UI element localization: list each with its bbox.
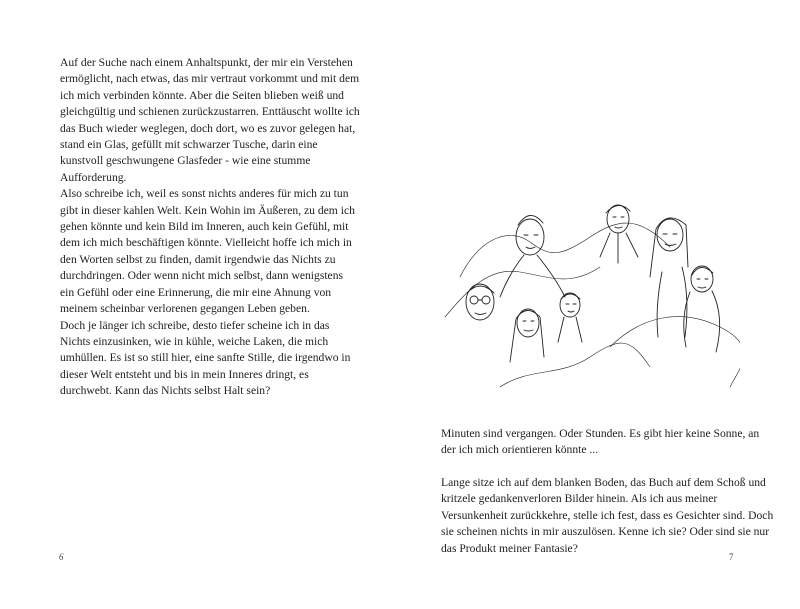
paragraph: Also schreibe ich, weil es sonst nichts anderes für mich zu tun gibt in dieser kahlen Welt. Kein Wohin im Äußeren, zu dem ich gehen könnte und kein Bild im Inneren, auch kein Gefühl, mit dem ich mich beschäftigen könnte. Vielleicht hoffe ich mich in den Worten selbst zu finden, damit irgendwie das Nichts zu durchdringen. Oder wenn nicht mich selbst, dann wenigstens ein Gefühl oder eine Erinnerung, die mir eine Ahnung von meinem scheinbar verlorenen gegangen Leben geben. — [60, 187, 355, 316]
right-page-paragraph-2: Lange sitze ich auf dem blanken Boden, das Buch auf dem Schoß und kritzele gedankenverloren Bilder hinein. Als ich aus meiner Versunkenheit zurückkehre, stelle ich fest, dass es Gesichter sind. Doch sie scheinen nichts in mir auszulösen. Kenne ich sie? Oder sind sie nur das Produkt meiner Fantasie? — [441, 476, 774, 555]
left-page-text — [60, 55, 360, 400]
right-page-paragraph-1: Minuten sind vergangen. Oder Stunden. Es gibt hier keine Sonne, an der ich mich orientieren könnte ... — [441, 427, 760, 457]
paragraph: Auf der Suche nach einem Anhaltspunkt, der mir ein Verstehen ermöglicht, nach etwas, das mir vertraut vorkommt und mit dem ich mich verbinden könnte. Aber die Seiten blieben weiß und gleichgültig und schienen zurückzustarren. Enttäuscht wollte ich das Buch wieder weglegen, doch dort, wo es zuvor gelegen hat, stand ein Glas, gefüllt mit schwarzer Tusche, darin eine kunstvoll geschwungene Glasfeder - wie eine stumme Aufforderung. — [60, 56, 360, 184]
face-sketch-illustration — [440, 197, 740, 397]
page-number: 7 — [729, 552, 734, 562]
paragraph: Doch je länger ich schreibe, desto tiefer scheine ich in das Nichts einzusinken, wie in kühle, weiche Laken, die mich umhüllen. Es ist so still hier, eine sanfte Stille, die irgendwo in dieser Welt entsteht und bis in mein Inneres dringt, es durchwebt. Kann das Nichts selbst Halt sein? — [60, 318, 351, 398]
right-page — [400, 0, 800, 609]
page-number: 6 — [59, 552, 64, 562]
